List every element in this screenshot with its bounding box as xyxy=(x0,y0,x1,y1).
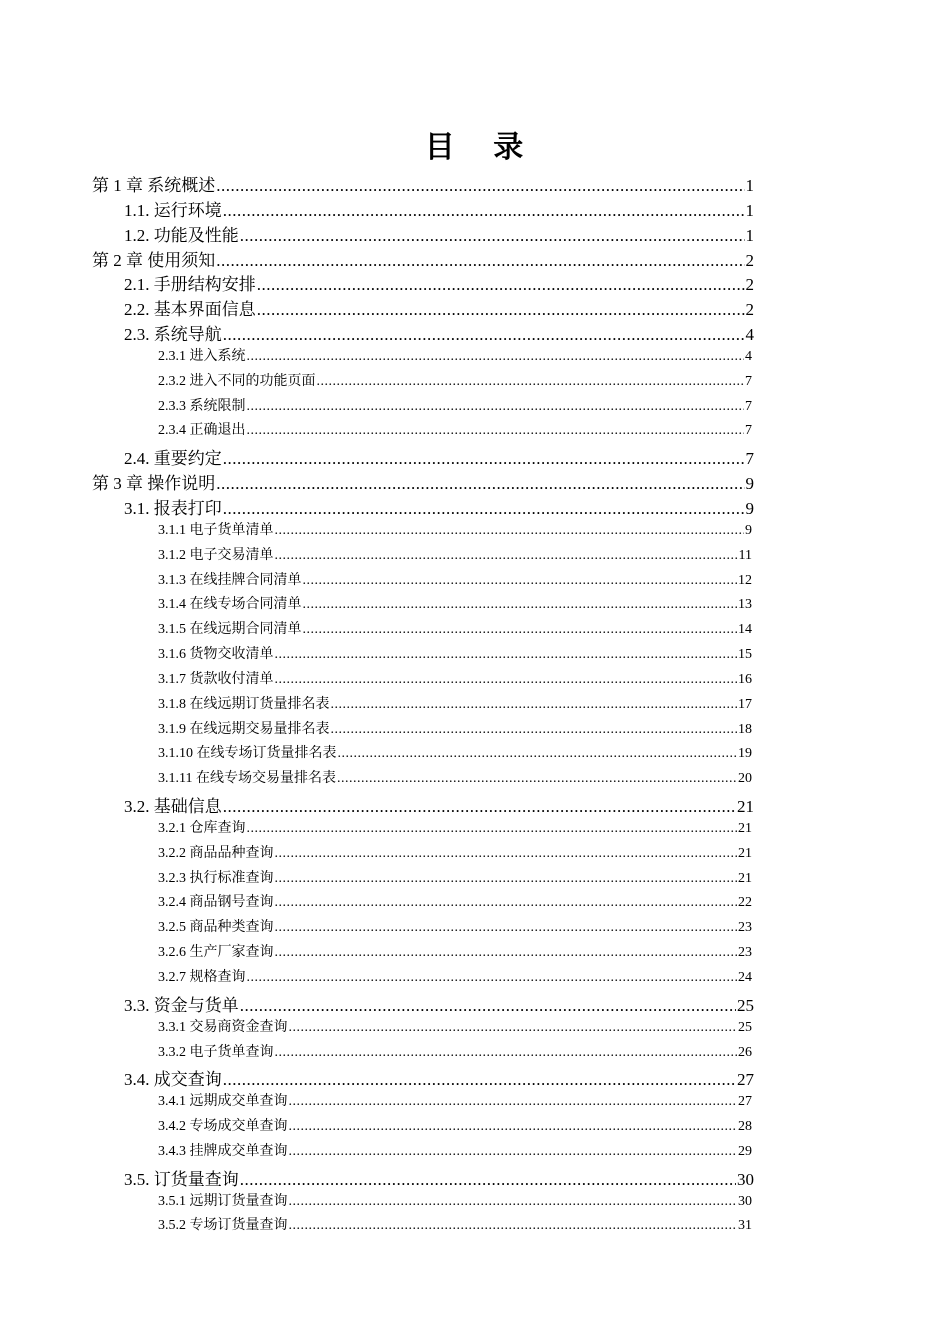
toc-page-number: 1 xyxy=(745,225,754,245)
toc-leader-dots xyxy=(289,1119,738,1135)
toc-entry-label: 3.1.7 货款收付清单 xyxy=(158,671,274,687)
toc-entry-label: 3.2.5 商品种类查询 xyxy=(158,920,274,936)
toc-entry[interactable] xyxy=(0,966,950,991)
toc-page-number: 15 xyxy=(738,647,752,663)
toc-leader-dots xyxy=(275,846,738,862)
toc-entry-label: 第 3 章 操作说明 xyxy=(92,474,216,494)
toc-leader-dots xyxy=(216,474,744,494)
toc-leader-dots xyxy=(331,722,738,738)
toc-leader-dots xyxy=(257,275,745,295)
toc-leader-dots xyxy=(275,647,738,663)
toc-page-number: 2 xyxy=(745,250,754,270)
toc-entry[interactable] xyxy=(0,916,950,941)
toc-page-number: 25 xyxy=(737,995,754,1015)
toc-page-number: 4 xyxy=(745,325,754,345)
toc-entry[interactable] xyxy=(0,1214,950,1239)
toc-leader-dots xyxy=(247,423,745,439)
toc-page-number: 19 xyxy=(738,746,752,762)
toc-page-number: 30 xyxy=(738,1193,752,1209)
toc-page-number: 2 xyxy=(745,275,754,295)
toc-entry[interactable] xyxy=(0,519,950,544)
toc-leader-dots xyxy=(240,1170,736,1190)
toc-page-number: 29 xyxy=(738,1143,752,1159)
toc-page-number: 20 xyxy=(738,771,752,787)
toc-entry[interactable] xyxy=(0,1190,950,1215)
toc-entry[interactable] xyxy=(0,618,950,643)
toc-entry[interactable] xyxy=(0,295,950,320)
toc-leader-dots xyxy=(216,251,744,271)
toc-leader-dots xyxy=(223,499,745,519)
toc-entry[interactable] xyxy=(0,842,950,867)
toc-page-number: 18 xyxy=(738,721,752,737)
toc-entry-label: 3.1.3 在线挂牌合同清单 xyxy=(158,572,302,588)
toc-entry[interactable] xyxy=(0,941,950,966)
toc-entry[interactable] xyxy=(0,1041,950,1066)
toc-entry-label: 第 1 章 系统概述 xyxy=(92,176,216,195)
toc-entry-label: 3.1.9 在线远期交易量排名表 xyxy=(158,721,330,737)
toc-leader-dots xyxy=(257,300,745,320)
toc-entry[interactable] xyxy=(0,320,950,345)
toc-leader-dots xyxy=(275,920,738,936)
toc-entry[interactable] xyxy=(0,817,950,842)
toc-entry[interactable] xyxy=(0,792,950,817)
toc-page-number: 14 xyxy=(738,622,752,638)
toc-entry-label: 2.1. 手册结构安排 xyxy=(124,275,256,295)
toc-entry[interactable] xyxy=(0,643,950,668)
toc-entry[interactable] xyxy=(0,469,950,494)
toc-entry[interactable] xyxy=(0,742,950,767)
toc-page-number: 28 xyxy=(738,1119,752,1135)
toc-page-number: 26 xyxy=(738,1044,752,1060)
toc-page-number: 22 xyxy=(738,895,752,911)
toc-entry[interactable] xyxy=(0,891,950,916)
toc-entry-label: 2.4. 重要约定 xyxy=(124,449,222,469)
toc-entry[interactable] xyxy=(0,370,950,395)
toc-entry-label: 2.3.1 进入系统 xyxy=(158,348,246,364)
toc-page-number: 23 xyxy=(738,945,752,961)
toc-entry-label: 3.3.1 交易商资金查询 xyxy=(158,1019,288,1035)
toc-page-number: 21 xyxy=(738,845,752,861)
toc-entry-label: 3.3. 资金与货单 xyxy=(124,995,239,1015)
toc-leader-dots xyxy=(240,996,736,1016)
toc-entry[interactable] xyxy=(0,444,950,469)
toc-entry-label: 3.4.2 专场成交单查询 xyxy=(158,1119,288,1135)
toc-page-number: 2 xyxy=(745,300,754,320)
toc-page-number: 27 xyxy=(737,1070,754,1090)
toc-entry-label: 3.5.2 专场订货量查询 xyxy=(158,1218,288,1234)
toc-page-number: 9 xyxy=(745,474,754,494)
toc-page-number: 1 xyxy=(745,200,754,220)
toc-entry[interactable] xyxy=(0,246,950,271)
toc-page-number: 11 xyxy=(738,547,752,563)
toc-entry-label: 3.1.1 电子货单清单 xyxy=(158,522,274,538)
toc-entry[interactable] xyxy=(0,1016,950,1041)
toc-entry[interactable] xyxy=(0,1115,950,1140)
toc-entry[interactable] xyxy=(0,494,950,519)
toc-leader-dots xyxy=(223,449,745,469)
toc-entry-label: 3.5.1 远期订货量查询 xyxy=(158,1193,288,1209)
toc-leader-dots xyxy=(289,1144,738,1160)
toc-entry[interactable] xyxy=(0,593,950,618)
toc-entry[interactable] xyxy=(0,1140,950,1165)
toc-leader-dots xyxy=(247,970,738,986)
toc-entry-label: 3.2.2 商品品种查询 xyxy=(158,845,274,861)
toc-leader-dots xyxy=(289,1094,738,1110)
toc-leader-dots xyxy=(337,771,737,787)
toc-page-number: 27 xyxy=(738,1094,752,1110)
toc-entry-label: 3.2.6 生产厂家查询 xyxy=(158,945,274,961)
toc-entry-label: 3.2.3 执行标准查询 xyxy=(158,870,274,886)
toc-page-number: 21 xyxy=(738,820,752,836)
toc-entry[interactable] xyxy=(0,419,950,444)
toc-entry-label: 3.3.2 电子货单查询 xyxy=(158,1044,274,1060)
toc-leader-dots xyxy=(223,797,736,817)
toc-entry-label: 3.2.4 商品钢号查询 xyxy=(158,895,274,911)
toc-entry-label: 3.2.1 仓库查询 xyxy=(158,820,246,836)
toc-entry-label: 1.2. 功能及性能 xyxy=(124,225,239,245)
toc-entry-label: 3.4. 成交查询 xyxy=(124,1070,222,1090)
toc-leader-dots xyxy=(247,399,745,415)
toc-entry[interactable] xyxy=(0,867,950,892)
toc-leader-dots xyxy=(247,349,745,365)
toc-leader-dots xyxy=(223,1070,736,1090)
toc-entry-label: 3.4.3 挂牌成交单查询 xyxy=(158,1143,288,1159)
toc-entry[interactable] xyxy=(0,1090,950,1115)
toc-page-number: 31 xyxy=(738,1218,752,1234)
toc-leader-dots xyxy=(338,746,738,762)
toc-entry[interactable] xyxy=(0,693,950,718)
toc-entry-label: 3.1.8 在线远期订货量排名表 xyxy=(158,696,330,712)
toc-page-number: 7 xyxy=(745,373,752,389)
toc-entry-label: 3.2. 基础信息 xyxy=(124,797,222,817)
toc-page-number: 7 xyxy=(745,398,752,414)
toc-page-number: 17 xyxy=(738,696,752,712)
toc-page-number: 7 xyxy=(745,449,754,469)
toc-leader-dots xyxy=(303,597,738,613)
toc-entry-label: 3.1.6 货物交收清单 xyxy=(158,647,274,663)
toc-leader-dots xyxy=(289,1020,738,1036)
toc-entry[interactable] xyxy=(0,1065,950,1090)
toc-leader-dots xyxy=(247,821,738,837)
toc-page-number: 21 xyxy=(737,797,754,817)
toc-entry-label: 2.3.3 系统限制 xyxy=(158,398,246,414)
toc-entry-label: 2.3.4 正确退出 xyxy=(158,423,246,439)
toc-entry[interactable] xyxy=(0,991,950,1016)
toc-leader-dots xyxy=(240,226,745,246)
toc-entry-label: 2.3. 系统导航 xyxy=(124,325,222,345)
toc-page-number: 30 xyxy=(737,1169,754,1189)
toc-leader-dots xyxy=(216,176,744,196)
toc-leader-dots xyxy=(317,374,745,390)
toc-entry[interactable] xyxy=(0,767,950,792)
toc-leader-dots xyxy=(275,1045,738,1061)
toc-entry-label: 3.1. 报表打印 xyxy=(124,498,222,518)
toc-page-number: 23 xyxy=(738,920,752,936)
toc-page-number: 12 xyxy=(738,572,752,588)
toc-leader-dots xyxy=(275,523,745,539)
toc-entry-label: 1.1. 运行环境 xyxy=(124,200,222,220)
toc-leader-dots xyxy=(331,697,738,713)
toc-page-number: 4 xyxy=(745,348,752,364)
toc-leader-dots xyxy=(275,871,738,887)
toc-entry-label: 2.3.2 进入不同的功能页面 xyxy=(158,373,316,389)
toc-page-number: 9 xyxy=(745,522,752,538)
toc-entry-label: 3.2.7 规格查询 xyxy=(158,970,246,985)
toc-entry-label: 2.2. 基本界面信息 xyxy=(124,300,256,320)
toc-entry[interactable] xyxy=(0,221,950,246)
toc-entry-label: 3.1.4 在线专场合同清单 xyxy=(158,597,302,613)
toc-leader-dots xyxy=(275,945,738,961)
toc-leader-dots xyxy=(223,325,745,345)
toc-entry-label: 3.4.1 远期成交单查询 xyxy=(158,1094,288,1110)
toc-page-number: 13 xyxy=(738,597,752,613)
page-title: 目 录 xyxy=(424,130,538,165)
toc-page-number: 1 xyxy=(745,176,754,195)
toc-page-number: 21 xyxy=(738,870,752,886)
toc-entry[interactable] xyxy=(0,171,950,196)
toc-entry[interactable] xyxy=(0,196,950,221)
toc-entry[interactable] xyxy=(0,1165,950,1190)
toc-page-number: 25 xyxy=(738,1019,752,1035)
toc-entry-label: 3.1.5 在线远期合同清单 xyxy=(158,622,302,638)
toc-leader-dots xyxy=(303,622,738,638)
toc-leader-dots xyxy=(275,895,738,911)
table-of-contents xyxy=(0,171,950,1239)
toc-leader-dots xyxy=(275,548,738,564)
toc-entry[interactable] xyxy=(0,668,950,693)
toc-leader-dots xyxy=(289,1194,738,1210)
toc-entry[interactable] xyxy=(0,569,950,594)
toc-entry-label: 3.5. 订货量查询 xyxy=(124,1169,239,1189)
toc-entry-label: 3.1.2 电子交易清单 xyxy=(158,547,274,563)
toc-page-number: 7 xyxy=(745,423,752,439)
toc-leader-dots xyxy=(223,201,745,221)
toc-page-number: 9 xyxy=(745,498,754,518)
toc-entry-label: 3.1.10 在线专场订货量排名表 xyxy=(158,746,337,762)
toc-page-number: 24 xyxy=(738,970,752,985)
toc-leader-dots xyxy=(303,573,738,589)
toc-entry[interactable] xyxy=(0,544,950,569)
toc-leader-dots xyxy=(289,1218,738,1234)
toc-entry[interactable] xyxy=(0,395,950,420)
toc-entry[interactable] xyxy=(0,345,950,370)
toc-entry[interactable] xyxy=(0,270,950,295)
toc-entry[interactable] xyxy=(0,718,950,743)
toc-page-number: 16 xyxy=(738,671,752,687)
toc-entry-label: 第 2 章 使用须知 xyxy=(92,250,216,270)
toc-entry-label: 3.1.11 在线专场交易量排名表 xyxy=(158,771,336,787)
toc-leader-dots xyxy=(275,672,738,688)
